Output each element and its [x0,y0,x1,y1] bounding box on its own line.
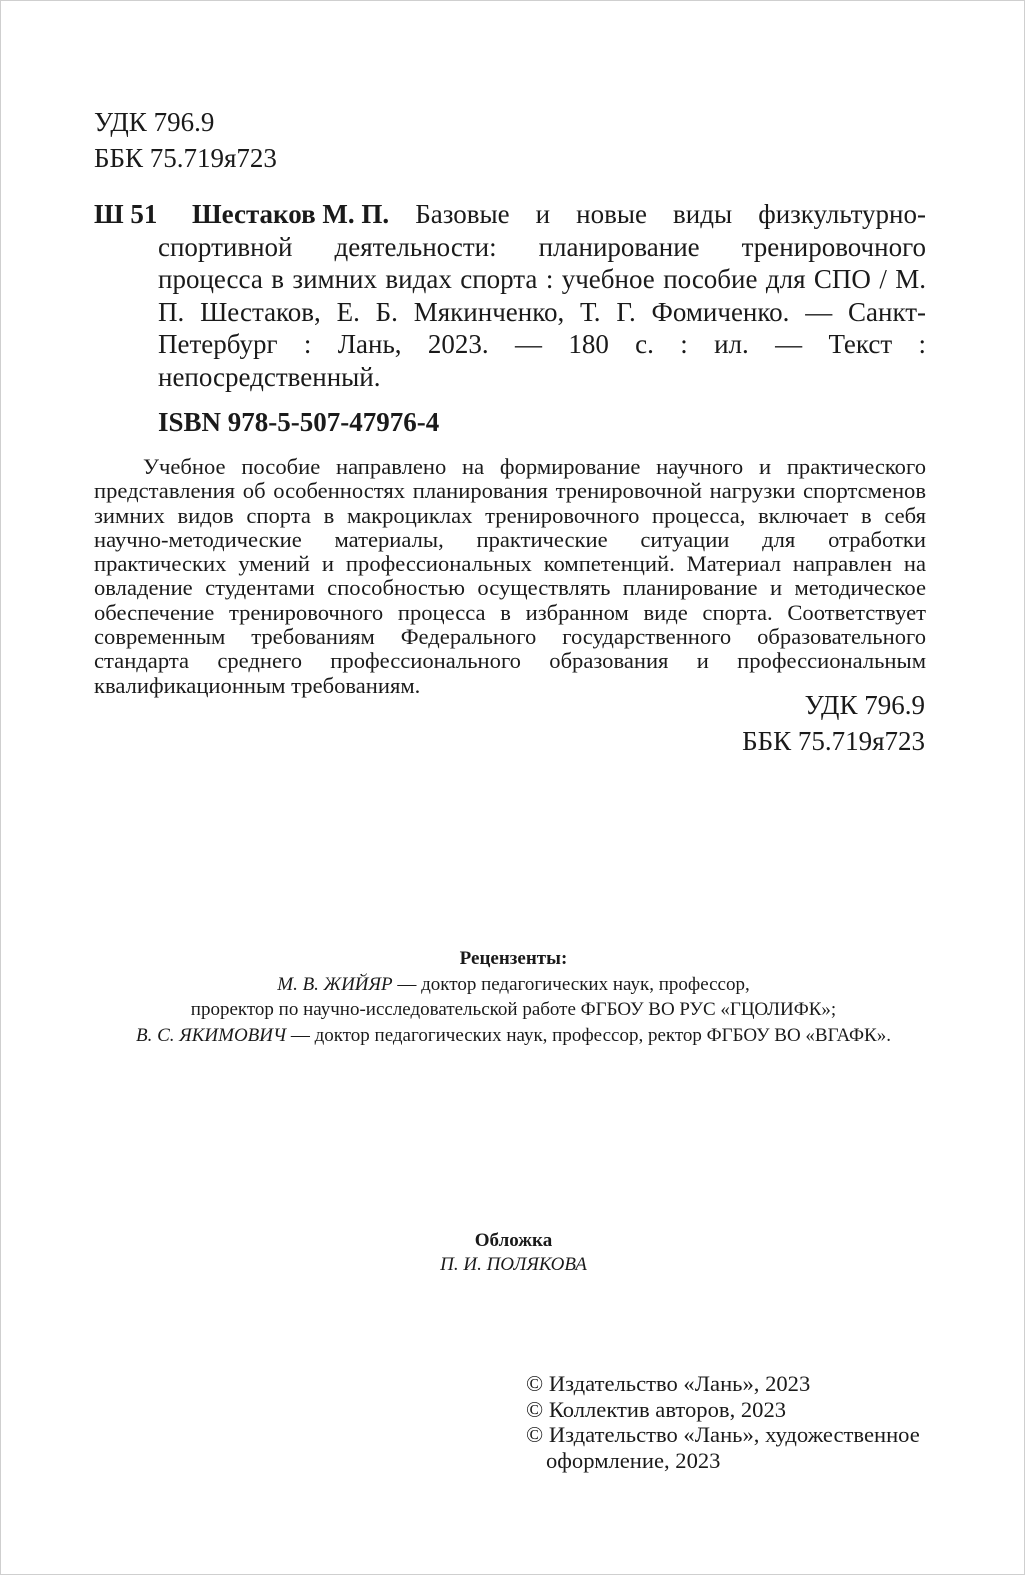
copyright-line: © Коллектив авторов, 2023 [526,1396,787,1422]
main-author: Шестаков М. П. [192,199,390,229]
bibliographic-description [158,198,926,393]
reviewers-block [61,946,966,1048]
reviewer-1 [61,972,966,998]
reviewer-2 [61,1023,966,1049]
copyright-line: © Издательство «Лань», художественное [526,1422,920,1448]
copyright-line: © Издательство «Лань», 2023 [526,1371,811,1396]
reviewer-1-position: проректор по научно-исследовательской работе ФГБОУ ВО РУС «ГЦОЛИФК»; [190,999,837,1021]
reviewer-credentials: — доктор педагогических наук, профессор, ректор ФГБОУ ВО «ВГАФК». [286,1024,891,1046]
classification-codes-bottom [742,687,925,759]
copyright-line-continuation: оформление, 2023 [546,1447,721,1473]
cover-credit [301,1229,726,1277]
reviewer-name: В. С. ЯКИМОВИЧ [136,1024,287,1046]
bbk-code: ББК 75.719я723 [94,143,277,173]
udk-code: УДК 796.9 [804,690,925,720]
bibliographic-record [94,198,926,393]
cover-title: Обложка [474,1230,553,1251]
description-text: Базовые и новые виды физкультурно-спортивной деятельности: планирование тренировочного процесса в зимних видах спорта : учебное пособие для СПО / М. П. Шестаков, Е. Б. Мякинченко, Т. Г. Фомиченко. — Санкт-Петербург : Лань, 2023. — 180 с. : ил. — Текст : непосредственный. [158,199,926,392]
cover-designer: П. И. ПОЛЯКОВА [440,1254,587,1275]
classification-codes-top [94,104,277,176]
reviewer-name: М. В. ЖИЙЯР [277,973,393,995]
reviewers-title: Рецензенты: [459,948,568,969]
reviewer-credentials: — доктор педагогических наук, профессор, [392,973,750,995]
isbn: ISBN 978-5-507-47976-4 [158,407,440,437]
bbk-code: ББК 75.719я723 [742,726,925,756]
udk-code: УДК 796.9 [94,107,215,137]
author-mark: Ш 51 [94,199,158,229]
annotation: Учебное пособие направлено на формирование научного и практического представления об особенностях планирования тренировочной нагрузки спортсменов зимних видов спорта в макроциклах тренировочного процесса, включает в себя научно-методические материалы, практические ситуации для отработки практических умений и профессиональных компетенций. Материал направлен на овладение студентами способностью осуществлять планирование и методическое обеспечение тренировочного процесса в избранном виде спорта. Соответствует современным требованиям Федерального государственного образовательного стандарта среднего профессионального образования и профессиональным квалификационным требованиям. [94,454,926,698]
copyright-block [526,1371,946,1473]
